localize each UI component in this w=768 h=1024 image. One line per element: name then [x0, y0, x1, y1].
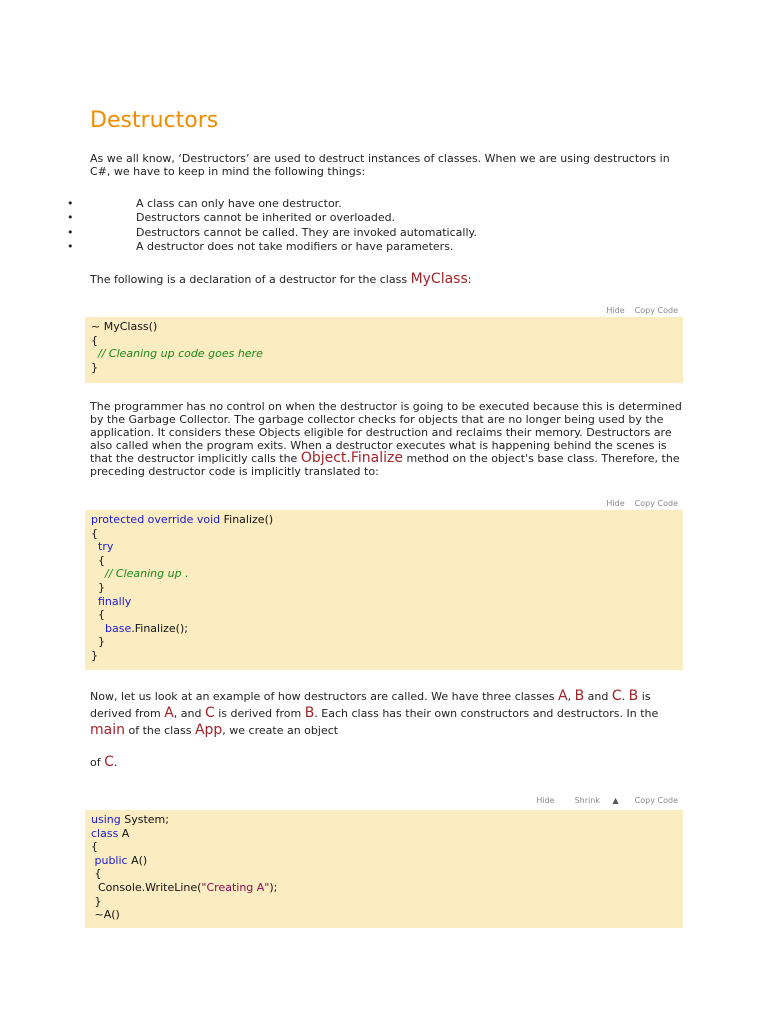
- code-line: {: [91, 333, 98, 347]
- hide-button[interactable]: Hide: [606, 499, 625, 508]
- myclass-highlight: MyClass: [410, 271, 468, 287]
- code-line: System;: [120, 813, 169, 826]
- copy-code-button[interactable]: Copy Code: [634, 499, 678, 508]
- code-function: Finalize(): [220, 513, 274, 526]
- list-item: • A class can only have one destructor.: [64, 197, 477, 211]
- class-b-highlight: B: [628, 688, 639, 704]
- example-text: of: [90, 756, 105, 769]
- class-c-highlight: C: [204, 705, 215, 721]
- code-call: .Finalize();: [131, 621, 188, 635]
- code-block-2: [85, 510, 683, 670]
- code-comment: // Cleaning up code goes here: [98, 347, 263, 361]
- class-b-highlight: B: [304, 705, 315, 721]
- example-text: and: [584, 690, 612, 703]
- page-title: Destructors: [90, 108, 219, 133]
- shrink-button[interactable]: [565, 796, 619, 805]
- code-brace: }: [94, 894, 102, 908]
- code-brace: }: [91, 648, 98, 662]
- example-text: is derived from: [214, 707, 305, 720]
- code-line: A: [118, 826, 130, 840]
- example-paragraph: [90, 688, 685, 739]
- code-block-3: [85, 810, 683, 928]
- code-line: Console.WriteLine(: [98, 880, 202, 894]
- code-brace: {: [91, 526, 98, 540]
- declaration-text: The following is a declaration of a destructor for the class: [90, 273, 411, 286]
- example-text: of the class: [124, 724, 195, 737]
- code-toolbar-3: [526, 796, 678, 805]
- example-text: is derived from: [90, 690, 651, 720]
- list-item: • Destructors cannot be called. They are invoked automatically.: [64, 226, 477, 240]
- code-line: }: [91, 360, 98, 374]
- example-text: ,: [567, 690, 575, 703]
- code-string: "Creating A": [201, 880, 270, 894]
- class-b-highlight: B: [574, 688, 585, 704]
- declaration-end: :: [467, 273, 472, 286]
- example-text: , and: [173, 707, 205, 720]
- code-brace: }: [98, 580, 105, 594]
- class-c-highlight: C: [104, 754, 114, 770]
- example-text: , we create an object: [222, 724, 339, 737]
- code-keyword: base: [105, 621, 132, 635]
- example-text: .: [621, 690, 629, 703]
- code-keyword: class: [91, 826, 119, 840]
- code-toolbar-2: [596, 499, 678, 508]
- code-brace: {: [98, 608, 105, 622]
- list-item: • A destructor does not take modifiers or have parameters.: [64, 240, 477, 254]
- explanation-text: The programmer has no control on when the destructor is going to be executed because this is determined by the Garbage Collector. The garbage collector checks for objects that are no longer being used by the application. It considers these Objects eligible for destruction and reclaims their memory. Destructors are also called when the program exits. When a destructor executes what is happening behind the scenes is that the destructor implicitly calls the: [90, 400, 682, 465]
- code-keyword: public: [94, 853, 128, 867]
- explanation-text-end: method on the object's base class. Therefore, the preceding destructor code is implicitly translated to:: [90, 452, 680, 478]
- example-text: . Each class has their own constructors and destructors. In the: [314, 707, 659, 720]
- hide-button[interactable]: Hide: [536, 796, 555, 805]
- main-highlight: main: [90, 722, 125, 738]
- code-keyword: try: [98, 540, 114, 554]
- example-text: Now, let us look at an example of how destructors are called. We have three classes: [90, 690, 558, 703]
- finalize-highlight: Object.Finalize: [300, 450, 403, 466]
- code-line: ~A(): [94, 908, 120, 922]
- code-line: ~ MyClass(): [91, 320, 158, 333]
- explanation-paragraph: [90, 400, 685, 478]
- example-text: .: [113, 756, 118, 769]
- shrink-label: Shrink: [574, 796, 600, 805]
- code-brace: {: [98, 553, 105, 567]
- code-line: );: [269, 880, 278, 894]
- example-paragraph-end: [90, 756, 685, 769]
- class-c-highlight: C: [611, 688, 622, 704]
- code-keyword: using: [91, 813, 121, 826]
- rules-list: [64, 197, 477, 254]
- code-brace: {: [91, 840, 98, 854]
- declaration-paragraph: [90, 273, 685, 286]
- copy-code-button[interactable]: Copy Code: [634, 306, 678, 315]
- code-brace: {: [94, 867, 102, 881]
- code-block-1: [85, 317, 683, 383]
- class-a-highlight: A: [558, 688, 568, 704]
- code-brace: }: [98, 635, 105, 649]
- app-highlight: App: [194, 722, 223, 738]
- triangle-up-icon: ▲: [612, 796, 619, 805]
- copy-code-button[interactable]: Copy Code: [634, 796, 678, 805]
- code-line: A(): [127, 853, 148, 867]
- class-a-highlight: A: [164, 705, 174, 721]
- code-keyword: protected override void: [91, 513, 221, 526]
- code-keyword: finally: [98, 594, 132, 608]
- intro-paragraph: As we all know, ‘Destructors’ are used to destruct instances of classes. When we are using destructors in C#, we have to keep in mind the following things:: [90, 152, 670, 178]
- code-comment: // Cleaning up .: [105, 567, 189, 581]
- code-toolbar-1: [596, 306, 678, 315]
- list-item: • Destructors cannot be inherited or overloaded.: [64, 211, 477, 225]
- hide-button[interactable]: Hide: [606, 306, 625, 315]
